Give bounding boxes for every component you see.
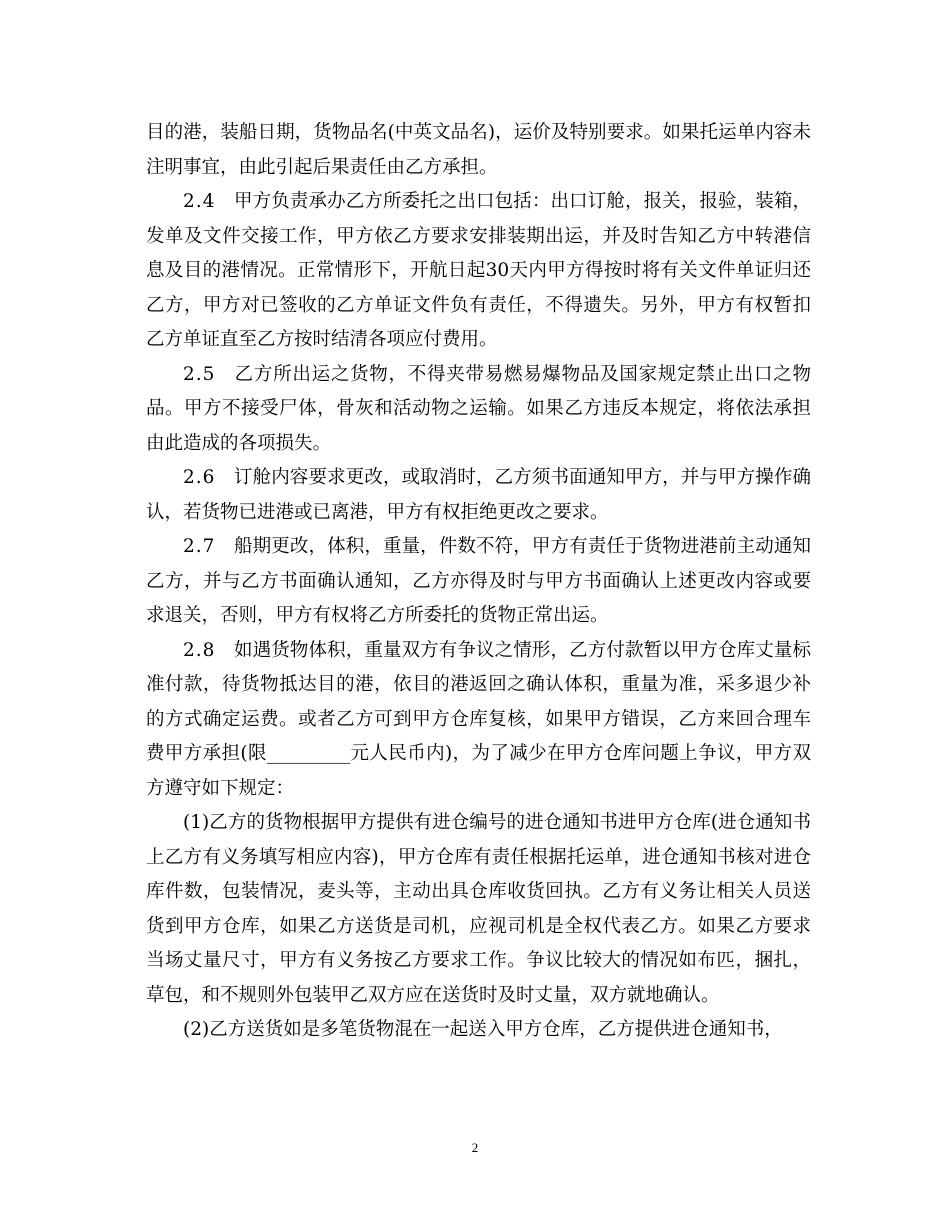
clause-number: 2.8 xyxy=(183,639,216,661)
page-number: 2 xyxy=(471,1140,479,1155)
clause-2-8 xyxy=(146,634,811,807)
paragraph-text: 目的港，装船日期，货物品名(中英文品名)，运价及特别要求。如果托运单内容未注明事宜，由此引起后果责任由乙方承担。 xyxy=(146,122,811,178)
clause-text: 船期更改，体积，重量，件数不符，甲方有责任于货物进港前主动通知乙方，并与乙方书面确认通知，乙方亦得及时与甲方书面确认上述更改内容或要求退关，否则，甲方有权将乙方所委托的货物正常出运。 xyxy=(146,536,811,626)
clause-2-7 xyxy=(146,530,811,634)
clause-text: (2)乙方送货如是多笔货物混在一起送入甲方仓库，乙方提供进仓通知书， xyxy=(183,1019,783,1040)
paragraph-continuation xyxy=(146,116,811,185)
clause-2-5 xyxy=(146,358,811,462)
clause-number: 2.4 xyxy=(183,191,216,212)
clause-text: 订舱内容要求更改，或取消时，乙方须书面通知甲方，并与甲方操作确认，若货物已进港或已离港，甲方有权拒绝更改之要求。 xyxy=(146,467,811,523)
clause-text: (1)乙方的货物根据甲方提供有进仓编号的进仓通知书进甲方仓库(进仓通知书上乙方有义务填写相应内容)，甲方仓库有责任根据托运单，进仓通知书核对进仓库件数，包装情况，麦头等，主动出具仓库收货回执。乙方有义务让相关人员送货到甲方仓库，如果乙方送货是司机，应视司机是全权代表乙方。如果乙方要求当场丈量尺寸，甲方有义务按乙方要求工作。争议比较大的情况如布匹，捆扎，草包，和不规则外包装甲乙双方应在送货时及时丈量，双方就地确认。 xyxy=(146,812,811,1006)
clause-2-4 xyxy=(146,185,811,358)
clause-number: 2.6 xyxy=(183,467,216,488)
document-body xyxy=(146,116,811,1048)
clause-number: 2.5 xyxy=(183,363,216,385)
sub-clause-2 xyxy=(146,1013,811,1048)
sub-clause-1 xyxy=(146,806,811,1013)
clause-text: 乙方所出运之货物，不得夹带易燃易爆物品及国家规定禁止出口之物品。甲方不接受尸体，骨灰和活动物之运输。如果乙方违反本规定，将依法承担由此造成的各项损失。 xyxy=(146,363,811,454)
clause-text: 甲方负责承办乙方所委托之出口包括：出口订舱，报关，报验，装箱，发单及文件交接工作，甲方依乙方要求安排装期出运，并及时告知乙方中转港信息及目的港情况。正常情形下，开航日起30天内甲方得按时将有关文件单证归还乙方，甲方对已签收的乙方单证文件负有责任，不得遗失。另外，甲方有权暂扣乙方单证直至乙方按时结清各项应付费用。 xyxy=(146,191,811,350)
clause-2-6 xyxy=(146,461,811,530)
clause-text: 如遇货物体积，重量双方有争议之情形，乙方付款暂以甲方仓库丈量标准付款，待货物抵达目的港，依目的港返回之确认体积，重量为准，采多退少补的方式确定运费。或者乙方可到甲方仓库复核，如果甲方错误，乙方来回合理车费甲方承担(限_________元人民币内)，为了减少在甲方仓库问题上争议，甲方双方遵守如下规定： xyxy=(146,639,811,799)
clause-number: 2.7 xyxy=(183,536,216,557)
